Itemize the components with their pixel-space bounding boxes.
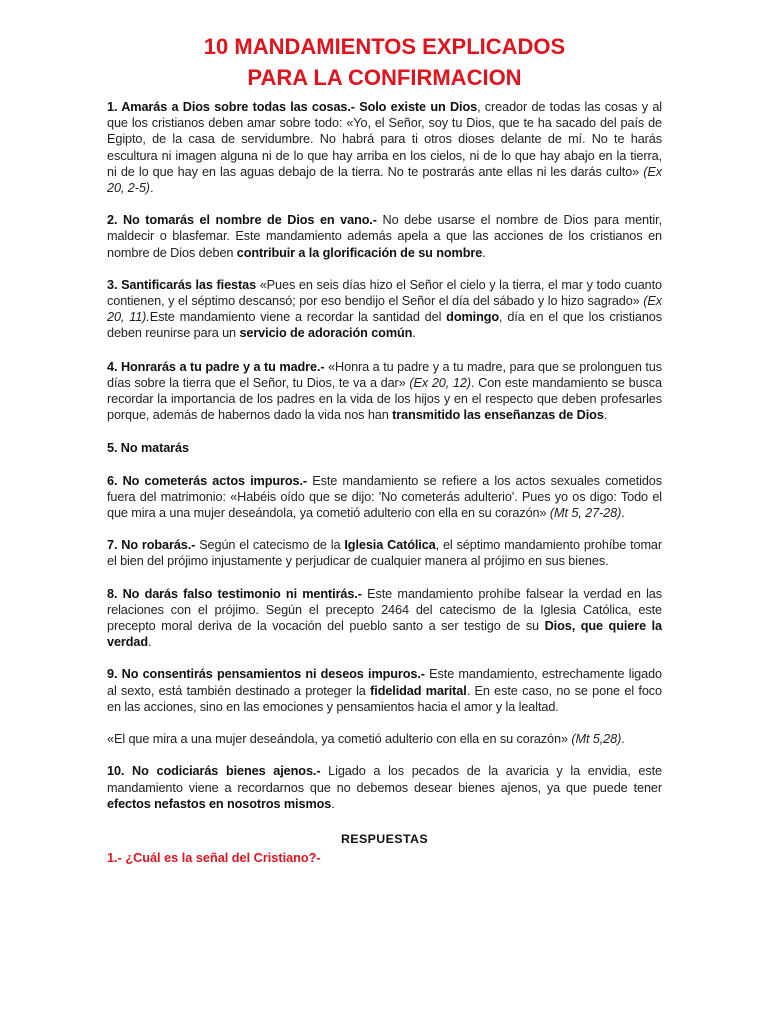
commandment-1 [107,99,662,196]
commandment-6 [107,473,662,522]
commandment-9 [107,666,662,715]
commandment-1-citation: (Ex 20, 2-5) [107,164,662,196]
commandment-10-emphasis: efectos nefastos en nosotros mismos [107,796,332,811]
commandment-6-text: Este mandamiento se refiere a los actos sexuales cometidos fuera del matrimonio: «Habéis oído que se dijo: 'No cometerás adulterio'. Pues yo os digo: Todo el que mira a una mujer deseándola, ya cometió adulterio con ella en su corazón» [107,473,662,521]
commandment-1-end: . [149,181,154,196]
commandment-3-text-2: Este mandamiento viene a recordar la santidad del [149,310,447,325]
commandment-4-text-2: . Con este mandamiento se busca recordar la importancia de los padres en la vida de los hijos y en el respecto que deben profesarles porque, además de habernos dado la vida nos han [107,375,662,423]
commandment-6-end: . [621,506,625,521]
commandment-10-end: . [331,796,335,811]
commandment-3-emphasis-1: domingo [446,310,500,325]
commandment-9-heading: 9. No consentirás pensamientos ni deseos impuros.- [107,667,425,682]
commandment-10-text: Ligado a los pecados de la avaricia y la envidia, este mandamiento viene a recordarnos que no debemos desear bienes ajenos, ya que puede tener [107,764,662,795]
commandment-8-text: Este mandamiento prohíbe falsear la verdad en las relaciones con el prójimo. Según el precepto 2464 del catecismo de la Iglesia Católica, este precepto moral deriva de la vocación del pueblo santo a ser testigo de su [107,586,663,634]
commandment-4 [107,359,662,424]
commandment-9-end: . En este caso, no se pone el foco en las acciones, sino en las emociones y pensamientos hacia el amor y la lealtad. [107,683,663,714]
commandment-4-end: . [603,408,608,423]
commandment-8-heading: 8. No darás falso testimonio ni mentirás.- [107,586,362,601]
respuestas-heading: RESPUESTAS [340,831,429,846]
commandment-7-heading: 7. No robarás.- [107,538,196,553]
quote-text: «El que mira a una mujer deseándola, ya cometió adulterio con ella en su corazón» [107,732,572,747]
document-title [107,0,662,93]
commandment-3-end: . [412,326,416,341]
commandment-2-heading: 2. No tomarás el nombre de Dios en vano.- [107,213,377,228]
commandment-3-text: «Pues en seis días hizo el Señor el cielo y la tierra, el mar y todo cuanto contienen, y el séptimo descansó; por eso bendijo el Señor el día del sábado y lo hizo sagrado» [107,277,662,309]
commandment-10 [107,763,662,812]
commandment-5 [107,440,662,456]
quote-end: . [621,732,625,747]
commandment-9-text: Este mandamiento, estrechamente ligado al sexto, está también destinado a proteger la [107,667,662,698]
commandment-3-heading: 3. Santificarás las fiestas [107,277,257,292]
commandment-7-text: Según el catecismo de la [195,538,345,553]
commandment-3 [107,277,662,342]
title-line-2: PARA LA CONFIRMACION [247,65,522,90]
commandment-9-emphasis: fidelidad marital [370,683,467,698]
commandment-6-citation: (Mt 5, 27-28) [549,506,622,521]
commandment-2 [107,212,662,261]
commandment-9-quote [107,731,662,747]
commandment-3-citation: (Ex 20, 11). [107,294,662,325]
title-line-1: 10 MANDAMIENTOS EXPLICADOS [203,34,566,59]
commandment-2-text: No debe usarse el nombre de Dios para mentir, maldecir o blasfemar. Este mandamiento además apela a que las acciones de los cristianos en nombre de Dios deben [107,213,662,260]
commandment-4-citation: (Ex 20, 12) [409,375,471,390]
commandment-4-text: «Honra a tu padre y a tu madre, para que se prolonguen tus días sobre la tierra que el Señor, tu Dios, te va a dar» [107,359,662,390]
commandment-1-text: , creador de todas las cosas y al que los cristianos deben amar sobre todo: «Yo, el Señor, soy tu Dios, que te ha sacado del país de Egipto, de la casa de servidumbre. No habrá para ti otros dioses delante de mí. No te harás escultura ni imagen alguna ni de lo que hay arriba en los cielos, ni de lo que hay abajo en la tierra, ni de lo que hay en las aguas debajo de la tierra. No te postrarás ante ellas ni les darás culto» [107,100,662,179]
commandment-2-end: . [482,245,486,260]
commandment-7 [107,537,662,569]
commandment-3-emphasis-2: servicio de adoración común [239,326,413,341]
commandment-5-heading: 5. No matarás [107,441,189,456]
commandment-8-emphasis: Dios, que quiere la verdad [107,619,663,650]
commandment-3-text-3: , día en el que los cristianos deben reunirse para un [107,310,662,341]
commandment-2-emphasis: contribuir a la glorificación de su nombre [236,245,483,260]
commandment-1-heading: 1. Amarás a Dios sobre todas las cosas.- Solo existe un Dios [107,100,478,114]
commandment-8-end: . [148,635,152,650]
commandment-10-heading: 10. No codiciarás bienes ajenos.- [107,764,321,779]
question-1: 1.- ¿Cuál es la señal del Cristiano?- [107,850,321,865]
commandment-4-heading: 4. Honrarás a tu padre y a tu madre.- [107,359,325,374]
quote-citation: (Mt 5,28) [571,732,622,747]
commandment-6-heading: 6. No cometerás actos impuros.- [107,473,308,488]
commandment-7-end: , el séptimo mandamiento prohíbe tomar el bien del prójimo injustamente y perjudicar de cualquier manera al prójimo en sus bienes. [107,538,663,569]
commandment-7-emphasis: Iglesia Católica [344,538,436,553]
commandment-4-emphasis: transmitido las enseñanzas de Dios [392,408,604,423]
commandment-8 [107,586,662,651]
